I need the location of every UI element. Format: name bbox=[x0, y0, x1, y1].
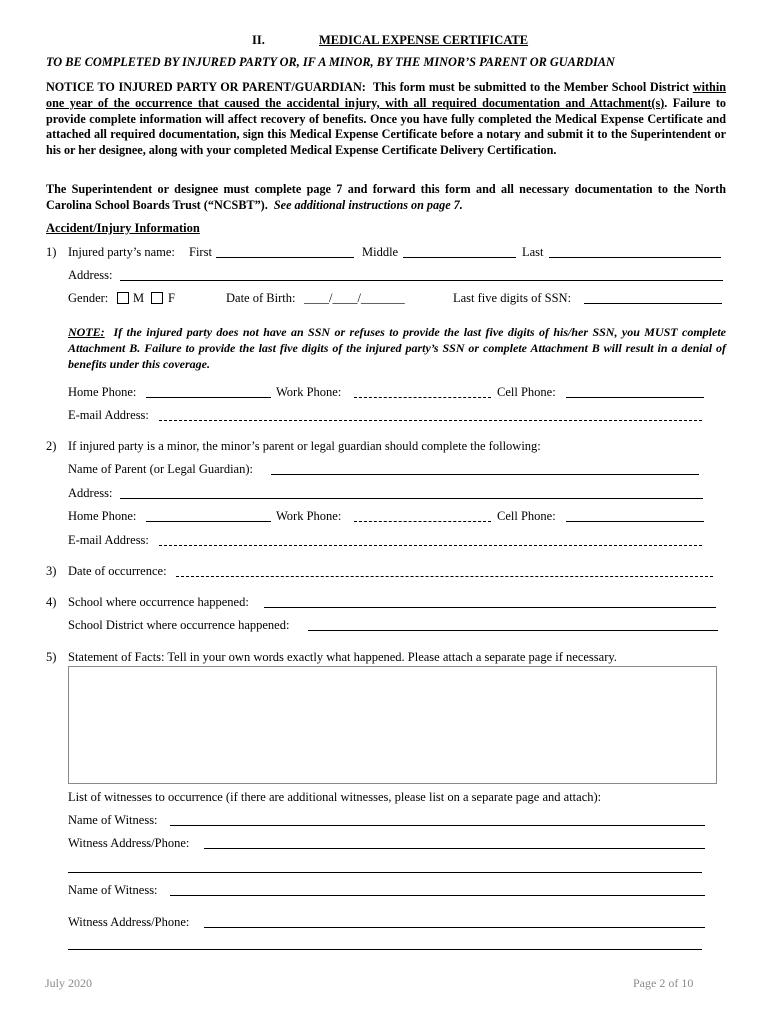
email-label: E-mail Address: bbox=[68, 408, 149, 422]
gender-male-checkbox[interactable] bbox=[117, 292, 129, 304]
home-phone-field[interactable] bbox=[146, 397, 271, 398]
dob-field[interactable]: ____/____/_______ bbox=[304, 291, 405, 305]
first-name-label: First bbox=[189, 245, 212, 259]
notice-text-2: . Failure to provide complete information will affect recovery of benefits. Once you have fully completed the Medical Expense Certificate and attached all required documentation, sign this Medical Expense Certificate before a notary and submit it to the Superintendent or his or her designee, along with your completed Medical Expense Certificate Delivery Certification. bbox=[46, 95, 727, 158]
witness-1-name-label: Name of Witness: bbox=[68, 813, 158, 827]
gender-male-label: M bbox=[133, 291, 145, 305]
section-title: MEDICAL EXPENSE CERTIFICATE bbox=[319, 33, 529, 47]
q5-number: 5) bbox=[46, 650, 57, 664]
parent-cell-phone-label: Cell Phone: bbox=[497, 509, 556, 523]
witness-intro: List of witnesses to occurrence (if there are additional witnesses, please list on a separate page and attach): bbox=[68, 790, 602, 804]
q4-number: 4) bbox=[46, 595, 57, 609]
gender-female-label: F bbox=[168, 291, 175, 305]
witness-2-name-label: Name of Witness: bbox=[68, 883, 158, 897]
parent-email-label: E-mail Address: bbox=[68, 533, 149, 547]
cell-phone-label: Cell Phone: bbox=[497, 385, 556, 399]
witness-1-address-field[interactable] bbox=[204, 848, 705, 849]
footer-date: July 2020 bbox=[45, 976, 93, 990]
school-label: School where occurrence happened: bbox=[68, 595, 249, 609]
last-name-label: Last bbox=[522, 245, 544, 259]
notice-paragraph bbox=[46, 80, 726, 159]
witness-2-address-label: Witness Address/Phone: bbox=[68, 915, 190, 929]
last-name-field[interactable] bbox=[549, 257, 721, 258]
occurrence-date-label: Date of occurrence: bbox=[68, 564, 167, 578]
home-phone-label: Home Phone: bbox=[68, 385, 137, 399]
parent-address-field[interactable] bbox=[120, 498, 703, 499]
ssn-field[interactable] bbox=[584, 303, 722, 304]
witness-1-name-field[interactable] bbox=[170, 825, 705, 826]
occurrence-date-field[interactable] bbox=[176, 576, 713, 577]
superintendent-italic: See additional instructions on page 7. bbox=[273, 197, 463, 212]
dob-label: Date of Birth: bbox=[226, 291, 296, 305]
q2-number: 2) bbox=[46, 439, 57, 453]
work-phone-label: Work Phone: bbox=[276, 385, 342, 399]
footer-page-number: Page 2 of 10 bbox=[633, 976, 694, 990]
ssn-label: Last five digits of SSN: bbox=[453, 291, 572, 305]
witness-1-address-line-2[interactable] bbox=[68, 872, 702, 873]
address-field[interactable] bbox=[120, 280, 723, 281]
notice-underlined: within one year of the occurrence that caused the accidental injury, with all required documentation and Attachment(s) bbox=[46, 80, 727, 110]
parent-work-phone-field[interactable] bbox=[354, 521, 491, 522]
gender-label: Gender: bbox=[68, 291, 109, 305]
parent-name-field[interactable] bbox=[271, 474, 699, 475]
superintendent-paragraph bbox=[46, 182, 726, 214]
address-label: Address: bbox=[68, 268, 113, 282]
witness-2-address-field[interactable] bbox=[204, 927, 705, 928]
middle-name-field[interactable] bbox=[403, 257, 516, 258]
work-phone-field[interactable] bbox=[354, 397, 491, 398]
parent-address-label: Address: bbox=[68, 486, 113, 500]
witness-1-address-label: Witness Address/Phone: bbox=[68, 836, 190, 850]
parent-email-field[interactable] bbox=[159, 545, 702, 546]
notice-text-1: This form must be submitted to the Member School District bbox=[372, 80, 690, 94]
form-subtitle: TO BE COMPLETED BY INJURED PARTY OR, IF A MINOR, BY THE MINOR’S PARENT OR GUARDIAN bbox=[46, 55, 615, 69]
witness-2-name-field[interactable] bbox=[170, 895, 705, 896]
school-field[interactable] bbox=[264, 607, 716, 608]
school-district-label: School District where occurrence happened: bbox=[68, 618, 290, 632]
note-lead: NOTE: bbox=[68, 325, 105, 339]
accident-section-heading: Accident/Injury Information bbox=[46, 221, 200, 235]
school-district-field[interactable] bbox=[308, 630, 718, 631]
cell-phone-field[interactable] bbox=[566, 397, 704, 398]
middle-name-label: Middle bbox=[362, 245, 399, 259]
q3-number: 3) bbox=[46, 564, 57, 578]
parent-home-phone-field[interactable] bbox=[146, 521, 271, 522]
section-number: II. bbox=[252, 33, 265, 47]
parent-work-phone-label: Work Phone: bbox=[276, 509, 342, 523]
statement-of-facts-textbox[interactable] bbox=[68, 666, 717, 784]
email-field[interactable] bbox=[159, 420, 702, 421]
notice-lead: NOTICE TO INJURED PARTY OR PARENT/GUARDIAN: bbox=[46, 80, 366, 94]
parent-cell-phone-field[interactable] bbox=[566, 521, 704, 522]
note-text: If the injured party does not have an SSN or refuses to provide the last five digits of his/her SSN, you MUST complete Attachment B. Failure to provide the last five digits of the injured party’s SSN or complete Attachment B will result in a denial of benefits under this coverage. bbox=[68, 325, 726, 371]
gender-female-checkbox[interactable] bbox=[151, 292, 163, 304]
superintendent-text: The Superintendent or designee must complete page 7 and forward this form and all necessary documentation to the North Carolina School Boards Trust (“NCSBT”). bbox=[46, 182, 726, 212]
parent-home-phone-label: Home Phone: bbox=[68, 509, 137, 523]
q1-number: 1) bbox=[46, 245, 57, 259]
injured-name-label: Injured party’s name: bbox=[68, 245, 175, 259]
witness-2-address-line-2[interactable] bbox=[68, 949, 702, 950]
q2-intro: If injured party is a minor, the minor’s parent or legal guardian should complete the following: bbox=[68, 439, 541, 453]
parent-name-label: Name of Parent (or Legal Guardian): bbox=[68, 462, 253, 476]
statement-label: Statement of Facts: Tell in your own words exactly what happened. Please attach a separate page if necessary. bbox=[68, 650, 617, 664]
first-name-field[interactable] bbox=[216, 257, 354, 258]
ssn-note bbox=[68, 325, 726, 372]
